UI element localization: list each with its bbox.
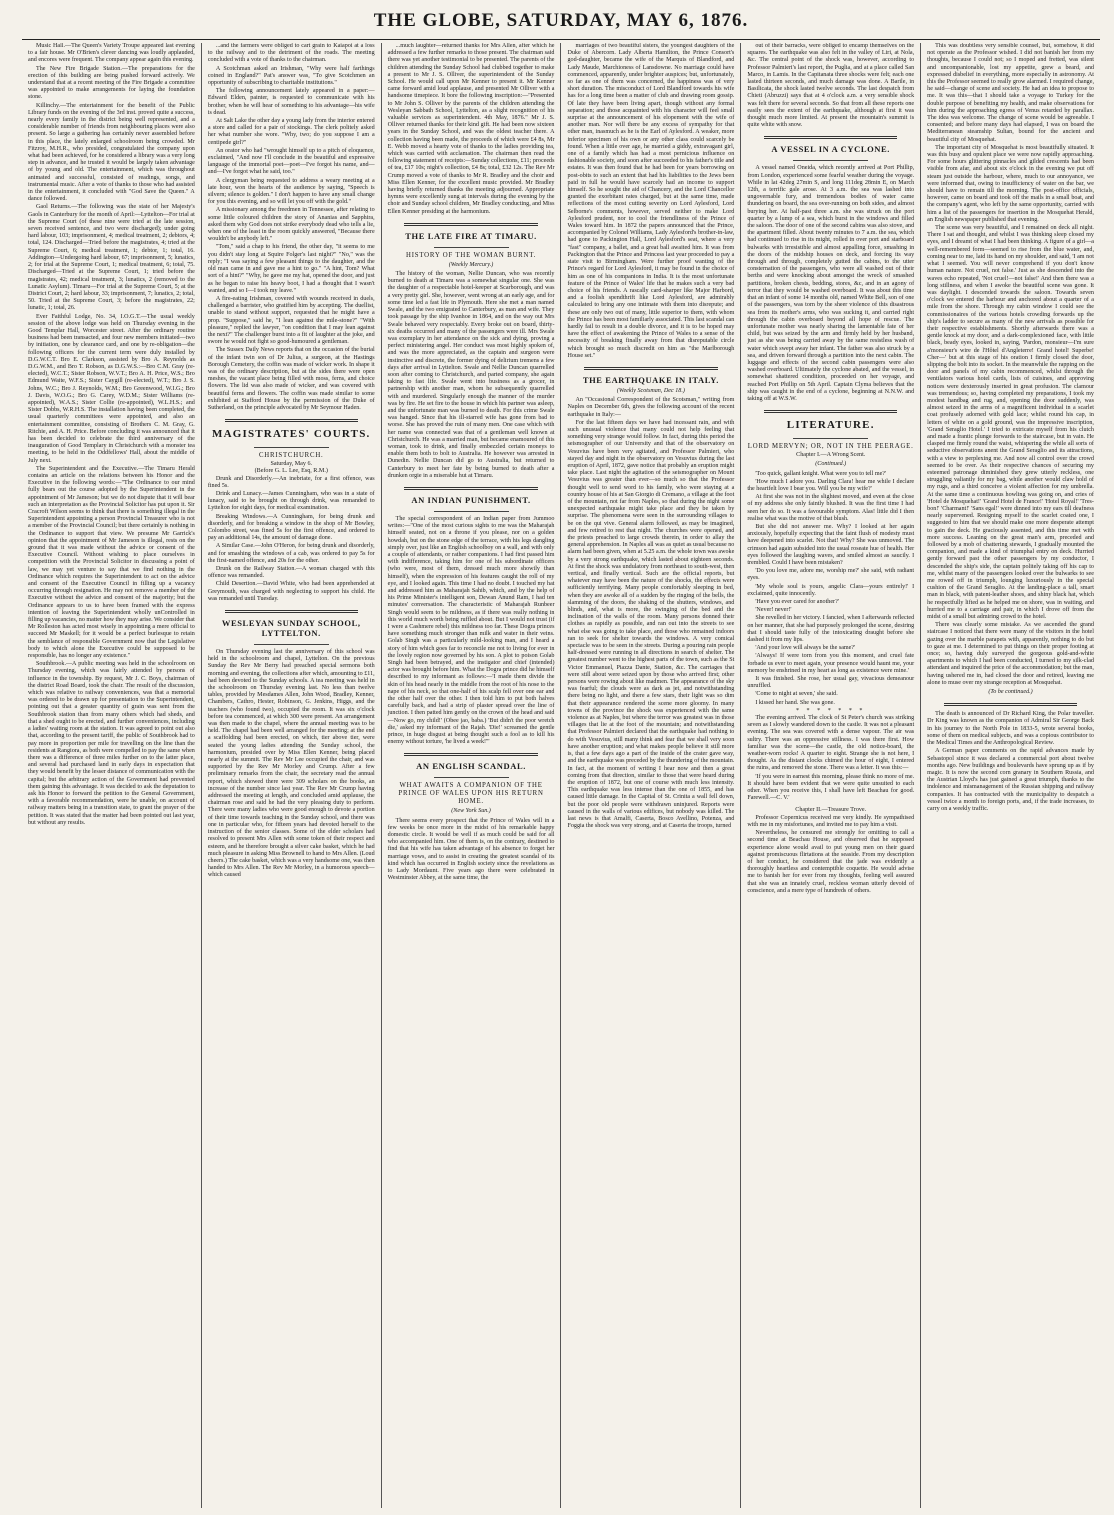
article-paragraph: 'Always! If were torn from you this moment, and cruel fate forbade us ever to meet again, your presence would haunt me, your memory be enshrined in my heart as long as existence were mine.' xyxy=(747,653,915,674)
section-heading: MAGISTRATES' COURTS. xyxy=(211,428,371,441)
section-divider xyxy=(404,487,537,490)
article-paragraph: There seems every prospect that the Prince of Wales will in a few weeks be once more in the midst of his remarkable happy domestic circle. It would be well if as much could be said for all who accompanied him. One of them is, on the contrary, destined to find that his wife has taken advantage of his absence to forget her marriage vows, and to assist in creating the greatest scandal of its kind which has occurred in English society since the revelations as to Lady Mordaunt. Five years ago there were celebrated in Westminster Abbey, at the same time, the xyxy=(387,817,555,882)
article-paragraph: A clergyman being requested to address a weary meeting at a late hour, won the hearts of the audience by saying, "Speech is silvern; silence is golden." I don't happen to have any small change for you this evening, and so will let you off with the gold." xyxy=(207,177,375,206)
article-paragraph: Professor Copernicus received me very kindly. He sympathised with me in my misfortunes, and invited me to pay him a visit. xyxy=(747,814,915,828)
article-paragraph: The special correspondent of an Indian paper from Jummoo writes:—"One of the most curious sights to me was the Maharajah himself seated, not on a throne if you please, nor on a golden howdah, but on the stone edge of the terrace, with his legs dangling simply over, just like an English schoolboy on a wall, and with only a couple of attendants, or rather companions. I had first passed him with indifference, taking him for one of his subordinate officers (who were, most of them, dressed much more showily than himself), when the expression of his features caught the roll of my eye, and I looked again. This time I had no doubt. I touched my hat and addressed him as Maharajah Sahib, which, and by the help of his Prime Minister's intelligent son, Dewan Anund Ram, I had ten minutes' conversation. The characteristic of Maharajah Runbeer Singh would seem to be mildness, as if there was really nothing in this world much worth being ruffled about. But I would not trust (if I were a Cashmere rebel) this mildness too far. These Dogra princes have something much stronger than milk and water in their veins. Golab Singh was a particularly mild-looking man, and I heard a story of him which goes far to reconcile me not to living for ever in the lovely region now governed by his son. A plot to poison Golab Singh had been betrayed, and the instigator and chief (intended) actor was brought before him. What the Dogra prince did he himself described to my informant as follows:—'I made them divide the skin of his head nearly in the middle from the root of his nose to the nape of his neck, so that one-half of his scalp fell over one ear and the other half over the other. I then told him to put both halves carefully back, and had a strip of plaster spread over the line of junction. I then patted him gently on the crown of the head and said—Now go, my child!' (Obee jao, baba.) 'But didn't the poor wretch die,' asked my informant of the Rajah. 'Die!' screamed the gentle prince, in huge disgust at being thought such a fool as to kill his enemy without torture, 'he lived a week!'" xyxy=(387,515,555,746)
article-paragraph: A German paper comments on the rapid advances made by Sebastopol since it was declared a commercial port about twelve months ago. New buildings and boulevards have sprung up as if by magic. It is now the second corn granary in Southern Russia, and the Austrian Lloyd's has just gained a great triumph, thanks to the indolence and mismanagement of the Russian shipping and railway companies. It has contracted with the municipality to despatch a vessel twice a month to foreign ports, and, if the trade increases, to carry on a weekly traffic. xyxy=(927,748,1094,812)
article-paragraph: Southbrook.—A public meeting was held in the schoolroom on Thursday evening, which was fairly attended by persons of influence in the township. By request, Mr J. C. Boys, chairman of the district Road Board, took the chair. The result of the discussion, which was relative to railway conveniences, was that a memorial was ordered to be drawn up for presentation to the Superintendent, pointing out that a greater quantity of grain was sent from the Southbrook station than from many others which had sheds, and that a shed ought to be erected, and further conveniences, including a ladies' waiting room at the station. It was agreed to point out also that, according to the present tariff, the public of Southbrook had to pay more in proportion per mile for travelling on the line than the residents at Rangiora, as both were compelled to pay the same when there was a difference of three miles further on to the latter place, and several had purchased land in early days in expectation that they would benefit by the lesser distance of communication with the capital; but the arbitrary action of the Government had prevented them gaining this advantage. It was decided to ask the deputation to ask his Honor to forward the petition to the General Government, with a favorable recommendation, were he unable, on account of railway matters being in a transition state, to grant the prayer of the petition. It was stated that the matter had been pointed out last year, but without any results. xyxy=(28,661,195,826)
source-byline: (New York Sun.) xyxy=(451,808,491,815)
article-paragraph: 'Have you ever cared for another?' xyxy=(755,599,839,605)
article-paragraph: ...and the farmers were obliged to cart grain to Kaiapoi at a loss to the railway and to the detriment of the roads. The meeting concluded with a vote of thanks to the chairman. xyxy=(207,43,375,64)
article-paragraph: Nevertheless, he censured me strongly for omitting to call a second time at Beachau House, and observed that he supposed experience alone would avail to put young men on their guard against promiscuous flirtations at the seaside. From my description of her conduct, he considered that the jade was evidently a thoroughly heartless and contemptible coquette. He would advise me to banish her for ever from my thoughts, feeling well assured that she was an innately cruel, reckless woman utterly devoid of conscience, and a mere type of hundreds of others. xyxy=(747,830,915,894)
column-2 xyxy=(202,43,382,1508)
section-heading: CHRISTCHURCH. xyxy=(258,452,324,460)
section-divider xyxy=(764,410,897,413)
section-divider xyxy=(404,753,537,756)
section-heading: WHAT AWAITS A COMPANION OF THE PRINCE OF WALES UPON HIS RETURN HOME. xyxy=(398,782,544,806)
section-heading: AN INDIAN PUNISHMENT. xyxy=(411,494,531,505)
section-heading: WESLEYAN SUNDAY SCHOOL, LYTTELTON. xyxy=(221,618,361,639)
section-rule xyxy=(793,438,868,439)
masthead: THE GLOBE, SATURDAY, MAY 6, 1876. xyxy=(22,10,1100,40)
column-5 xyxy=(741,43,921,1508)
source-byline: (To be continued.) xyxy=(988,689,1033,696)
article-paragraph: There was clearly some mistake. As we ascended the grand staircase I noticed that there were many of the visitors in the hotel gazing over the marble parapets with, apparently, nothing to do but to gaze at me. I determined to put things on their proper footing at once; so, having duly surveyed the gorgeous gold-and-white apartments to which I had been conducted, I turned to my silk-clad attendant and inquired the price of the accommodation; but the man, having ushered me in, had closed the door and retired, leaving me alone to muse over my strange reception at Mosquehat. xyxy=(927,622,1094,686)
section-rule xyxy=(434,777,509,778)
centered-line: Chapter I.—A Wrong Scent. xyxy=(796,452,866,459)
section-divider xyxy=(764,136,897,139)
article-paragraph: 'Do you love me, adore me, worship me?' she said, with radiant eyes. xyxy=(747,568,915,582)
section-heading: THE LATE FIRE AT TIMARU. xyxy=(405,230,537,241)
article-paragraph: out of their barracks, were obliged to encamp themselves on the squares. The earthquake was also felt in the valley of Liri, at Nola, &c. The central point of the shock was, however, according to Professor Palmieri's last report, the Puglia, and at a place called San Marco, in Lamis. In the Capitanata three shocks were felt; each one lasted thirteen seconds, and much damage was done. A Barile, in Basilicata, the shock lasted twelve seconds. The last despatch from Chieti (Abruzzi) says that at 4 o'clock a.m. a very sensible shock was felt there for several seconds. So that from all these reports one easily sees the extent of the earthquake, although at first it was thought much more limited. At present the mountain's summit is quite white with snow. xyxy=(747,43,915,129)
article-paragraph: Drunk and Disorderly.—An inebriate, for a first offence, was fined 5s. xyxy=(207,475,375,489)
article-paragraph: Drunk on the Railway Station.—A woman charged with this offence was remanded. xyxy=(207,566,375,580)
article-paragraph: At first she was not in the slightest moved, and even at the close of my address she only faintly blushed. It was the first time I had seen her do so. It was a favourable symptom. Alas! little did I then realise what was the motive of that blush. xyxy=(747,494,915,522)
article-paragraph: The important city of Mosquehat is most beautifully situated. It was this busy and opulent place we were now rapidly approaching. For some hours glittering pinnacles and gilded crescents had been visible from afar, and about six o'clock in the evening we put off steam just outside the harbour, where, much to our annoyance, we were informed that, owing to insufficiency of water on the bar, we should have to remain till the morning. The post-office officials, however, came on board and took off the mails in a small boat, and the company's agent, who left by the same opportunity, carried with him a list of the passengers for insertion in the Mosquehat Herald, an English newspaper published that evening. xyxy=(927,144,1094,223)
centered-line: Chapter II.—Treasure Trove. xyxy=(795,807,867,814)
column-4 xyxy=(561,43,741,1508)
article-paragraph: The evening arrived. The clock of St Peter's church was striking seven as I slowly wandered down to the castle. It was not a pleasant evening. The sea was covered with a dense vapour. The air was sultry. There was an oppressive stillness. I was there first. How familiar was the scene—the castle, the old notice-board, the weather-worn rocks! A quarter to eight. Strange she is not here, I thought. As the distant clocks chimed the hour of eight, I entered the ruins, and removed the stone. There was a letter. It was this:— xyxy=(747,715,915,772)
section-heading: THE EARTHQUAKE IN ITALY. xyxy=(582,374,719,385)
article-paragraph: Breaking Windows.—A Cunningham, for being drunk and disorderly, and for breaking a window in the shop of Mr Bowley, Colombo street, was fined 5s for the first offence, and ordered to pay an additional 14s, the amount of damage done. xyxy=(207,513,375,542)
section-heading: A VESSEL IN A CYCLONE. xyxy=(771,144,891,155)
section-heading: LITERATURE. xyxy=(786,419,875,432)
section-rule xyxy=(793,160,868,161)
article-paragraph: Drink and Lunacy.—James Cunningham, who was in a state of lunacy, said to be brought on through drink, was remanded to Lyttelton for eight days, for medical examination. xyxy=(207,490,375,512)
article-paragraph: 'How much I adore you. Darling Clara! hear me while I declare the heartfelt love I bear you. Will you be my wife?' xyxy=(747,478,915,492)
article-paragraph: I kissed her hand. She was gone. xyxy=(755,699,835,706)
section-heading: HISTORY OF THE WOMAN BURNT. xyxy=(405,251,537,259)
section-divider xyxy=(584,367,717,370)
source-byline: (Weekly Scotsman, Dec 18.) xyxy=(616,387,685,394)
article-paragraph: Ever Faithful Lodge, No. 34, I.O.G.T.—The usual weekly session of the above lodge was held on Thursday evening in the Good Templar Hall, Worcester street. After the ordinary routine business had been transacted, and four new members initiated—two by initiation, one by clearance card, and one by re-obligation—the following officers for the current term were duly installed by D.G.W.C.T. Bro E. Clarkson, assisted by Bro A. Reynolds as D.G.W.M., and Bro T. Robson, as D.G.W.S.:—Bro C.M. Gray (re-elected), W.C.T.; Sister Robson, W.V.T.; Bro A. H. Price, W.S.; Bro Edmund Waite, W.F.S.; Sister Caygill (re-elected), W.T.; Bro J. S. Johns, W.C.; Bro J. Reynolds, W.M.; Bro Greenwood, W.I.G.; Bro J. Davis, W.O.G.; Bro G. Carey, W.D.M.; Sister Williams (re-appointed), W.A.S.; Sister Collie (re-appointed), W.L.H.S.; and Sister Dobbs, W.R.H.S. The installation having been completed, the usual quarterly committees were appointed, and also an entertainment committee, consisting of Brothers C. M. Gray, G. Ritchie, and A. H. Price. Before concluding it was announced that it has been decided to celebrate the third anniversary of the inauguration of Good Templary in Christchurch with a monster tea meeting, to be held in the Oddfellows' Hall, about the middle of July next. xyxy=(28,313,195,464)
column-3 xyxy=(382,43,562,1508)
article-paragraph: The following announcement lately appeared in a paper:—Edward Elden, painter, is requested to communicate with his brother, when he will hear of something to his advantage—his wife is dead. xyxy=(207,88,375,116)
article-paragraph: It was finished. She rose, her usual gay, vivacious demeanour unruffled. xyxy=(747,676,915,690)
section-divider xyxy=(944,703,1077,706)
section-heading: AN ENGLISH SCANDAL. xyxy=(416,761,527,772)
article-paragraph: Killinchy.—The entertainment for the benefit of the Public Library funds on the evening of the 3rd inst. proved quite a success, nearly every family in the district being well represented, and a considerable number of friends from neighbouring places were also present. So large a gathering has certainly never assembled before in this place, the lately enlarged schoolroom being crowded. Mr Fitzroy, M.H.R., who presided, congratulated the company upon what had been achieved, for he considered a library was a very long step in advance, and he trusted it would be largely taken advantage of by young and old. The entertainment, which was throughout animated and successful, consisted of readings, songs, and instrumental music. After a vote of thanks to those who had assisted in the entertainment, it concluded with "God Save the Queen." A dance followed. xyxy=(28,102,195,203)
article-paragraph: 'And your love will always be the same?' xyxy=(755,645,856,652)
article-paragraph: The Superintendent and the Executive.—The Timaru Herald contains an article on the relations between his Honor and the Executive in the following words:—"The Ordinance to our mind fully bears out the course adopted by the Superintendent in the appointment of Mr Jameson; but we do not dispute that it will bear such an interpretation as the Provincial Solicitor has put upon it. Sir Cracroft Wilson seems to think that there is something illegal in the Superintendent appointing a person Provincial Treasurer who is not a member of the Provincial Council; but there certainly is nothing in the Ordinance to support that view. We presume Mr Garrick's opinion that the appointment of Mr Jameson is illegal, rests on the ground that it was made without the advice or consent of the Executive Council. Without wishing to place ourselves in competition with the Provincial Solicitor in discussing a point of law, we may yet venture to say that we find nothing in the Ordinance which requires the Superintendent to act on the advice and consent of the Executive Council in filling up a vacancy occurring through resignation. He may not remove a member of the Executive without the advice and consent of the majority; but the Ordinance appears to us to have been framed with the express intention of leaving the Superintendent wholly unControlled in filling up vacancies, no matter how they may arise. We consider that Mr Rolleston has acted most wisely in appointing a mere official to succeed Mr Maskell; for it would be a perfect burlesque to retain the semblance of responsible Government now that the Legislative body to which alone the Executive could be supposed to be responsible, has no longer any existence." xyxy=(28,465,195,660)
section-divider xyxy=(225,610,358,613)
article-paragraph: 'Too quick, gallant knight. What were you to tell me?' xyxy=(755,470,887,477)
source-byline: (Weekly Mercury.) xyxy=(448,261,494,268)
article-paragraph: ...much laughter—returned thanks for Mrs Allen, after which he addressed a few further remarks to those present. The chairman said there was yet another testimonial to be presented. The parents of the children attending the Sunday School had clubbed together to make a present to Mr J. S. Olliver, the superintendent of the Sunday School. He would call upon Mr Kenner to present it. Mr Kenner came forward amid loud applause, and presented Mr Olliver with a handsome timepiece. It bore the following inscription:—"Presented to Mr John S. Olliver by the parents of the children attending the Wesleyan Sabbath School, Lyttelton, as a slight recognition of his valuable services as superintendent. 4th May, 1876." Mr J. S. Olliver returned thanks for their kind gift. He had been now sixteen years in the Sunday School, and was the oldest teacher there. A collection having been made, the proceeds of which were £4 8s, Mr E. Webb moved a hearty vote of thanks to the ladies providing tea, which was carried with acclamation. The chairman then read the following statement of receipts:—Sunday collections, £11; proceeds of tea, £17 10s; night's collection, £4 8s; total, £32 12s. The Rev Mr Crump moved a vote of thanks to Mr R. Bradley and the choir and Miss Ellen Kenner, for the excellent music provided. Mr Bradley having briefly returned thanks the meeting adjourned. Appropriate hymns were excellently sung at intervals during the evening by the choir and Sunday school children, Mr Bradley conducting, and Miss Ellen Kenner presiding at the harmonium. xyxy=(387,43,555,215)
article-paragraph: A missionary among the freedmen in Tennessee, after relating to some little coloured children the story of Ananias and Sapphira, asked them why God does not strike everybody dead who tells a lie, when one of the least in the room quickly answered, "Because there wouldn't be anybody left." xyxy=(207,207,375,243)
article-paragraph: The history of the woman, Nellie Duncan, who was recently burned to death at Timaru was a somewhat singular one. She was the daughter of a respectable hotel-keeper at Scarborough, and was a very pretty girl. She, however, went wrong at an early age, and for some time led a fast life in Plymouth. Here she met a man named Swale, and the two emigrated to Canterbury, as man and wife. They took passage by the ship Ivanhoe in 1864, and on the way out Mrs Swale behaved very respectably. Every broke out on board, thirty-six deaths occurred and many of the passengers were ill. Mrs Swale was exemplary in her attendance on the sick and dying, proving a perfect ministering angel. Her conduct was most highly spoken of, and was the more appreciated, as the captain and surgeon were instinctive and discrete, the former dying of delirium tremens a few days after arrival in Lyttelton. Swale and Nellie Duncan quarrelled soon after coming to Christchurch, and parted company, she again taking to fast life. Swale went into business as a grocer, in partnership with another man, whom he subsequently quarrelled with and murdered. Singularly enough the manner of the murder was by fire. He set fire to the house in which his partner was asleep, and the unfortunate man was burned to death. For this crime Swale was hanged. Since that his ill-starred wife has gone from bad to worse. She has proved the ruin of many men. One case which with her name was connected was that of a gentleman well known at Christchurch. He was a married man, but became enamoured of this woman, took to drink, and finally embezzled certain moneys to enable them both to bolt to Australia. He however was arrested in Dunedin. Nellie Duncan did go to Australia, but returned to Canterbury to meet her fate by being burned to death after a drunken orgie in a miserable hut at Timaru. xyxy=(387,271,555,479)
section-divider xyxy=(225,419,358,422)
article-paragraph: A vessel named Oneida, which recently arrived at Port Phillip, from London, experienced some fearful weather during the voyage. While in lat 42deg 27min S, and long 111deg 28min E, on March 12th, a terrific gale arose. At 3 a.m. the sea was lashed into ungovernable fury, and tremendous bodies of water came thundering on board, the sea over-running on both sides, and almost burying her. At half-past three a.m. she was struck on the port quarter by a lump of a sea, which burst in the windows and filled the saloon. The door of one of the second cabins was also stove, and the apartment filled. About twenty minutes to 7 a.m. the sea, which had continued to rise in its might, rolled in over port and starboard bulwarks with irresistible and almost appalling force, smashing in the doors of the midship houses on deck, and forcing its way through and through, completely gutted the cabins, to the utter consternation of the passengers, who were all washed out of their berths and were knocking about amongst the wreck of smashed partitions, broken chests, bedding, stores, &c, and in an agony of terror that they would be washed overboard. It was about this time that an infant of some 14 months old, named White Bell, son of one of the passengers, was torn by the sheer violence of this disastrous sea from its mother's arms, who was sucking it, and carried right through the cabin overboard beyond all hope of rescue. The unfortunate mother was nearly sharing the lamentable fate of her child, but was seized by the arm and firmly held by her husband, just as she was being carried away by the same resistless wash of water which swept away her infant. The father was also struck by a sea, and driven forward through a partition into the next cabin. The luggage and effects of the second cabin passengers were also washed overboard. Ultimately the cyclone abated, and the vessel, in somewhat shattered condition, proceeded on her voyage, and reached Port Phillip on 5th April. Captain Clyma believes that the ship was caught in the end of a cyclone, beginning at N.N.W. and taking off at W.S.W. xyxy=(747,165,915,402)
article-paragraph: marriages of two beautiful sisters, the youngest daughters of the Duke of Abercorn. Lady Alberta Hamilton, the Prince Consort's god-daughter, became the wife of the Marquis of Blandford, and Lady Maude, Marchioness of Lansdowne. No marriage could have commenced, apparently, under brighter auspices; but, unfortunately, so far as one of them was concerned, the happiness was of very short duration. The misconduct of Lord Blandford towards his wife has for a long time been a matter of club and drawing room gossip. Of late they have been living apart, though without any formal separation; and those acquainted with his character will feel small surprise at the announcement of his elopement with the wife of another man. Nor will there be any excess of sympathy for that other man, inasmuch as he is the Earl of Aylesford. A weaker, more inferior specimen of his own or any other class could scarcely be found. When a little over age, he married a giddy, extravagant girl, one of a family which has had a most pernicious influence on fashionable society, and soon after succeeded to his father's title and estates. It was then found that he had been for years borrowing on post-obits to such an extent that had his liabilities to the Jews been paid in full he would have scarcely had an income to support himself. So he sought the aid of Chancery, and the Lord Chancellor granted the exorbitant rates charged, but at the same time, made reflections of the most cutting severity on Lord Aylesford, Lord Selborne's comments, however, served neither to make Lord Aylesford prudent, nor to cool the friendliness of the Prince of Wales toward him. In 1872 the papers announced that the Prince, accompanied by Colonel Williams, Lady Aylesford's brother-in-law, had gone to Packington Hall, Lord Aylesford's seat, where a very "fast" company, a ballet, and a great ball awaited him. It was from Packington that the Prince and Princess last year proceeded to pay a state visit to Birmingham. Were further proof wanting of the Prince's regard for Lord Aylesford, it may be found in the choice of him as one of his companions in India. It is the most unfortunate feature of the Prince of Wales' life that he makes such a very bad choice of his friends. A rascally card-sharper like Major Harbord, and a foolish spendthrift like Lord Aylesford, are admirably calculated to bring any one intimate with them into disrepute; and these are only two out of many, little superior to them, with whom the Prince has been most familiarly associated. This last scandal can hardly fail to result in a double divorce, and it is to be hoped may have the effect of awakening the Prince of Wales to a sense of the necessity of breaking finally away from that disreputable circle which brought so much discredit on him as "the Marlborough House set." xyxy=(567,43,735,359)
article-paragraph: But she did not answer me. Why? I looked at her again anxiously, hopefully expecting that the faint flush of modesty must have deepened into scarlet. Not that! Why? She was unmoved. The crimson had again subsided into the usual roseate hue of health. Her eyes followed the laughing waves, and smiled almost as saucily. I trembled. Could I have been mistaken? xyxy=(747,523,915,566)
section-heading: LORD MERVYN; OR, NOT IN THE PEERAGE. xyxy=(747,443,914,451)
article-paragraph: Music Hall.—The Queen's Variety Troupe appeared last evening to a fair house. Mr O'Brien's clever dancing was loudly applauded, and encores were frequent. The company appear again this evening. xyxy=(28,43,195,64)
article-paragraph: "Tom," said a chap to his friend, the other day, "it seems to me you didn't stay long at Squire Folger's last night?" "No," was the reply; "I was saying a few pleasant things to the daughter, and the old man came in and gave me a hint to go." "A hint, Tom? What sort of a hint?" "Why, he gave me my hat, opened the door, and just as he began to raise his heavy boot, I had a thought that I wasn't wanted, and so I—I took my leave." xyxy=(207,244,375,294)
article-paragraph: This was doubtless very sensible counsel, but, somehow, it did not operate as the Professor wished. I did not banish her from my thoughts, because I could not; so I moped and fretted, was silent and uncompanionable, lost my appetite, grew a beard, and expressed disbelief in everything, more especially in astronomy. At this the Professor seemed to really grow alarmed. I required change, he said—change of scene and society. He had an idea to propose to me. It was this—that I should take a voyage to Turkey for the double purpose of benefiting my health, and make observations for him during the approaching egress of Venus retarded by parallax. The idea was welcome. The change of scene would be agreeable. I consented; and before many days had elapsed, I was on board the Mediterranean steamship Sultan, bound for the ancient and beautiful city of Mosquehat. xyxy=(927,43,1094,143)
section-rule xyxy=(254,644,329,645)
centered-line: Saturday, May 6. xyxy=(270,461,313,468)
article-paragraph: 'Never! never!' xyxy=(755,607,792,614)
section-rule xyxy=(254,447,329,448)
article-paragraph: A Similar Case.—John O'Heron, for being drunk and disorderly, and for smashing the windows of a cab, was ordered to pay 5s for the first-named offence, and 20s for the other. xyxy=(207,543,375,564)
article-paragraph: The Sussex Daily News reports that on the occasion of the burial of the infant twin son of Dr Julius, a surgeon, at the Hastings Borough Cemetery, the coffin was made of wicker work. In shape it was of the ordinary description, but at the sides there were open meshes, the vacant place being filled with moss, ferns, and choice flowers. The lid was also made of wicker, and was covered with beautiful ferns and flowers. The coffin was made similar to some exhibited at Stafford House by the permission of the Duke of Sutherland, on the principle advocated by Mr Seymour Haden. xyxy=(207,347,375,411)
article-paragraph: On Thursday evening last the anniversary of this school was held in the schoolroom and chapel, Lyttelton. On the previous Sunday the Rev Mr Berry had preached special sermons both morning and evening, the collections after which, amounting to £11, had been devoted to the Sunday schools. A tea meeting was held in the schoolroom on Thursday evening last. No less than twelve tables, provided by Mesdames Allen, John Wood, Bradley, Kenner, Chambers, Cathro, Hester, Robinson, G. Jenkins, Higgs, and the teachers (who found two), occupied the room. It was six o'clock before tea commenced, at which 300 were present. An arrangement was then made to the chapel, where the annual meeting was to be held. The chapel had been well arranged for the meeting; at the end a scaffolding had been erected, on which, tier above tier, were seated the young ladies attending the Sunday school, the harmonium, presided over by Miss Ellen Kenner, being placed nearly at the summit. The Rev Mr Lee occupied the chair, and was supported by the Rev Mr Morley and Crump. After a few preliminary remarks from the chair, the secretary read the annual report, which showed there were 309 scholars on the books, an increase of the number since last year. The Rev Mr Crump having addressed the meeting at length, and concluded amid applause, the chairman rose and said he had the very pleasing duty to perform. There were many ladies who were good enough to devote a portion of their time towards teaching in the Sunday school, and there was one in particular who, for fifteen years had devoted herself to the instruction of the senior classes. Some of the elder scholars had resolved to present Mrs Allen with some token of their respect and esteem, and he therefore brought a silver cake basket, which he had much pleasure in asking Miss Brownell to hand to Mrs Allen. (Loud cheers.) The cake basket, which was a very handsome one, was then handed to Mrs Allen. The Rev Mr Morley, in a humorous speech—which caused xyxy=(207,649,375,879)
article-paragraph: 'If you were in earnest this morning, please think no more of me. It should have been evident that we were quite unsuited to each other. When you receive this, I shall have left Beachau for good. Farewell.—C. V.' xyxy=(747,773,915,802)
article-paragraph: For the last fifteen days we have had incessant rain, and with such unusual violence that many could not help feeling that something very strange would follow. In fact, during this period the seismographer of our University and that of the observatory on Vesuvius have been very agitated, and Professor Palmieri, who stayed day and night in the observatory on Vesuvius during the last eruption of April, 1872, gave notice that probably an eruption might take place. Last night the agitation of the seismographer on Mount Vesuvius was greater than ever—so much so that the Professor thought well to send word to his family, who were staying at a country house of his at San Giorgio di Cremano, a village at the foot of the mountain, not far from Naples, so that during the night some unexpected earthquake might take place and they be taken by surprise. The phenomena were seen in the surrounding villages to be on the qui vive. General alarm followed, as may be imagined, and few retired to rest that night. The churches were opened, and the priests preached to large crowds therein, in order to allay the general apprehension. In Naples all was as quiet as usual because no alarm had been given, when at 5.25 a.m. the whole town was awoke by a very strong earthquake, which lasted about eighteen seconds. At first the shock was undulatory from northeast to south-west, then vertical, and finally vertical. Such are the official reports, but whatever may have been the nature of the shocks, the effects were sufficiently terrifying. Many people comfortably sleeping in bed, when they are awoke all of a sudden by the ringing of the bells, the slamming of the doors, the shaking of the shutters, windows, and blinds, and, what is more, the swinging of the bed and the inclination of the walls of the room. Many persons donned their clothes as rapidly as possible, and ran out into the streets to see what else was going to take place, and those who remained indoors ran to seek for shelter towards the windows. A very comical spectacle was to be seen in the streets. During a pouring rain people half-dressed were running in all directions in search of shelter. The greatest number went to the highest parts of the town, such as the St Victor Emmanuel, Piazza Dante, Station, &c. The carriages that were still about were seized upon by those who arrived first; other persons were rowing about like madmen. The appearance of the sky was fearful; the clouds were as dark as jet, and notwithstanding there being no light, and there a few stars, their light was so dim that their appearance rendered the scene more gloomy. In many towns of the province the shock was experienced with the same violence as at Naples, but where the terror was greatest was in those villages that lie at the foot of the mountain; and notwithstanding that Professor Palmieri declared that the earthquake had nothing to do with Vesuvius, still many think and fear that we shall very soon have another eruption; and what makes people believe it still more is, that a few days ago a part of the inside of the crater gave way, and the earthquake was preceded by the thundering of the mountain. In fact, at the moment of writing I hear now and then a great coming from that direction, similar to those that were heard during the eruption of 1872, but one of course with much less intensity. This earthquake was less intense than the one of 1855, and has caused little damage. In the Capital of St. Crinita a wall fell down, but the poor old people were withdrawn uninjured. Reports were caused in the walls of various edifices, but nobody was killed. The last news is that Amalfi, Caserta, Bosco Avellino, Potenza, and Foggia the shock was very strong, and at Caserta the troops, turned xyxy=(567,419,735,830)
article-paragraph: An "Occasional Correspondent of the Scotsman," writing from Naples on December 6th, gives the following account of the recent earthquake in Italy:— xyxy=(567,397,735,418)
column-6 xyxy=(921,43,1100,1508)
article-paragraph: The New Fire Brigade Station.—The preparations for the erection of this building are being pushed forward actively. We understand that at a recent meeting of the Fire Brigade a committee was appointed to make arrangements for laying the foundation stone. xyxy=(28,65,195,101)
section-rule xyxy=(434,247,509,248)
article-paragraph: At Salt Lake the other day a young lady from the interior entered a store and called for a pair of stockings. The clerk politely asked her what number she wore. "Why, two; do you suppose I am a centipede girl?" xyxy=(207,118,375,146)
article-paragraph: An orator who had "wrought himself up to a pitch of eloquence, exclaimed, "And now I'll conclude in the beautiful and expressive language of the immortal poet—poet—I've forgot his name, and—and—I've forgot what he said, too." xyxy=(207,147,375,176)
article-paragraph: The scene was very beautiful, and I remained on deck all night. There I sat and thought, and whilst I was thinking sleep closed my eyes, and I dreamt of what I had been thinking. A figure of a girl—a well-remembered form—seemed to rise from the blue water, and, coming near to me, laid its hand on my shoulder, and said, 'I am not what I seemed. You will never comprehend if you don't know human nature. Not cruel, not false.' Just as she descended into the waves echo repeated, 'Not cruel!—not false!' And then there was a long stillness, and when I awoke the beautiful scene was gone. It was daylight. I descended towards the saloon. Towards seven o'clock we entered the harbour and anchored about a quarter of a mile from the shore. Through my cabin window I could see the commissionaires of the various hotels crowding forwards up the ship's ladder to secure as many of the new arrivals as possible for their respective establishments. Shortly afterwards there was a gentle knock at my door, and a dark-complexioned face, with little black, beady eyes, looked in, saying, 'Pardon, monsieur—I'm sure a'monsieur's wire de l'Hôtel d'Angleterre! Grand hotel! Superbe! Cher—' but at this stage of his oration I firmly closed the door, slipping the bolt into its socket. In the meanwhile the rapping on the door and panels of my cabin recommenced, whilst through the ventilators various hotel cards, lists of cuisines, and approving notices were dexterously inserted in great profusion. The clamour was tremendous; so, having completed my preparations, I took my modest handbag and rug, and, opening the door suddenly, was almost seized in the arms of a magnificent individual in a scarlet coat profusely adorned with gold lace; whilst round his cap, in letters of white on a gold ground, was the impressive inscription, 'Grand Seraglio Hotel.' I tried to extricate myself from his clutch and made a frantic plunge forwards to the staircase, but in vain. He clasped me firmly round the waist, whispering the while all sorts of seductive observations anent the Grand Seraglio and its attractions, with a view to perplexing me. And now all control over the crowd seemed to be over. As their respective chances of securing my esteemed patronage diminished they grew utterly reckless, one struggling valiantly for my bag, while another would claw hold of my rugs, and a third conceive a violent affection for my umbrella. At the same time a continuous howling was going on, and cries of 'Hotel de Mosquehat!' 'Grand Hotel de France!' 'Hotel Royal!' 'Tres-bon!' 'Charmant!' 'Sans egal!' were dinned into my ears till deafness nearly supervened. Resigning myself to the scarlet coated one, I suggested to him that we should make one more desperate attempt to gain the deck. He graciously assented, and this time met with more success. Leaning on the great man's arm, preceded and followed by a mob of chattering stewards, I gradually mounted the companion, and made a kind of triumphal entry on deck. Hurried gently forward past the other passengers by my conductor, I descended the ship's side, the captain politely taking off his cap to me, whilst many of the passengers looked over the bulwarks to see me rowed off in triumph, lounging luxuriously in the special cushion of the Grand Seraglio. At the landing-place a tall, smart man in black, with patent-leather shoes, and shiny black hat, which he respectfully lifted as he helped me on shore, was in waiting, and hurried me to a carriage and pair, in which I drove off from the midst of a small but admiring crowd to the hotel. xyxy=(927,225,1094,621)
article-paragraph: 'Come to night at seven,' she said. xyxy=(755,691,838,698)
section-divider xyxy=(404,223,537,226)
columns xyxy=(22,43,1100,1508)
section-break-stars: * * * * * * * xyxy=(795,707,866,714)
article-paragraph: She revelled in her victory. I fancied, when I afterwards reflected on her manner, that she had purposely prolonged the scene, desiring that I should taste fully of the intoxicating draught before she dashed it from my lips. xyxy=(747,615,915,644)
column-1 xyxy=(22,43,202,1508)
article-paragraph: 'My whole soul is yours, angelic Clara—yours entirely!' I exclaimed, quite innocently. xyxy=(747,583,915,597)
section-rule xyxy=(434,511,509,512)
article-paragraph: A fire-eating Irishman, covered with wounds received in duels, challenged a barrister, who gratified him by accepting. The duellist, unable to stand without support, requested that he might have a prop. "Suppose," said he, "I lean against the mile-stone?" "With pleasure," replied the lawyer, "on condition that I may lean against the next?" The challenger burst into a fit of laughter at the joke, and swore he would not fight so good-humoured a gentleman. xyxy=(207,295,375,346)
article-paragraph: The death is announced of Dr Richard King, the Polar traveller. Dr King was known as the companion of Admiral Sir George Back in his journey to the North Pole in 1833-5, wrote several books, some of them on medical subjects, and was a copious contributor to the Medical Times and the Anthropological Review. xyxy=(927,711,1094,747)
article-paragraph: Child Desertion.—David White, who had been apprehended at Greymouth, was charged with neglecting to support his child. He was remanded until Tuesday. xyxy=(207,581,375,602)
centered-line: (Before G. L. Lee, Esq, R.M.) xyxy=(254,468,328,475)
article-paragraph: A Scotchman asked an Irishman, "Why were half farthings coined in England?" Pat's answer was, "To give Scotchmen an opportunity of subscribing to charitable institutions." xyxy=(207,65,375,87)
source-byline: (Continued.) xyxy=(815,461,847,468)
article-paragraph: Gaol Returns.—The following was the state of her Majesty's Gaols in Canterbury for the month of April:—Lyttelton—For trial at the Supreme Court (of these nine were tried at the late session, seven received sentence, and two were discharged); under going hard labour, 103; imprisonment, 4; medical treatment, 2; debtors, 4; total, 124. Discharged—Tried before the magistrates, 4; tried at the Supreme Court, 6; medical treatment, 1; debtor, 1; total, 16. Addington—Undergoing hard labour, 67; imprisonment, 5; lunatics, 2; for trial at the Supreme Court, 1; medical treatment, 6; total, 75. Discharged—Tried at the Supreme Court, 1; tried before the magistrates, 42; medical treatment, 3; lunatics, 2 (removed to the Lunatic Asylum). Timaru—For trial at the Supreme Court, 5; at the District Court, 2; hard labour, 33; imprisonment, 7; lunatics, 2; total, 50. Tried at the Supreme Court, 3; before the magistrates, 22; lunatic, 1; total, 26. xyxy=(28,204,195,312)
